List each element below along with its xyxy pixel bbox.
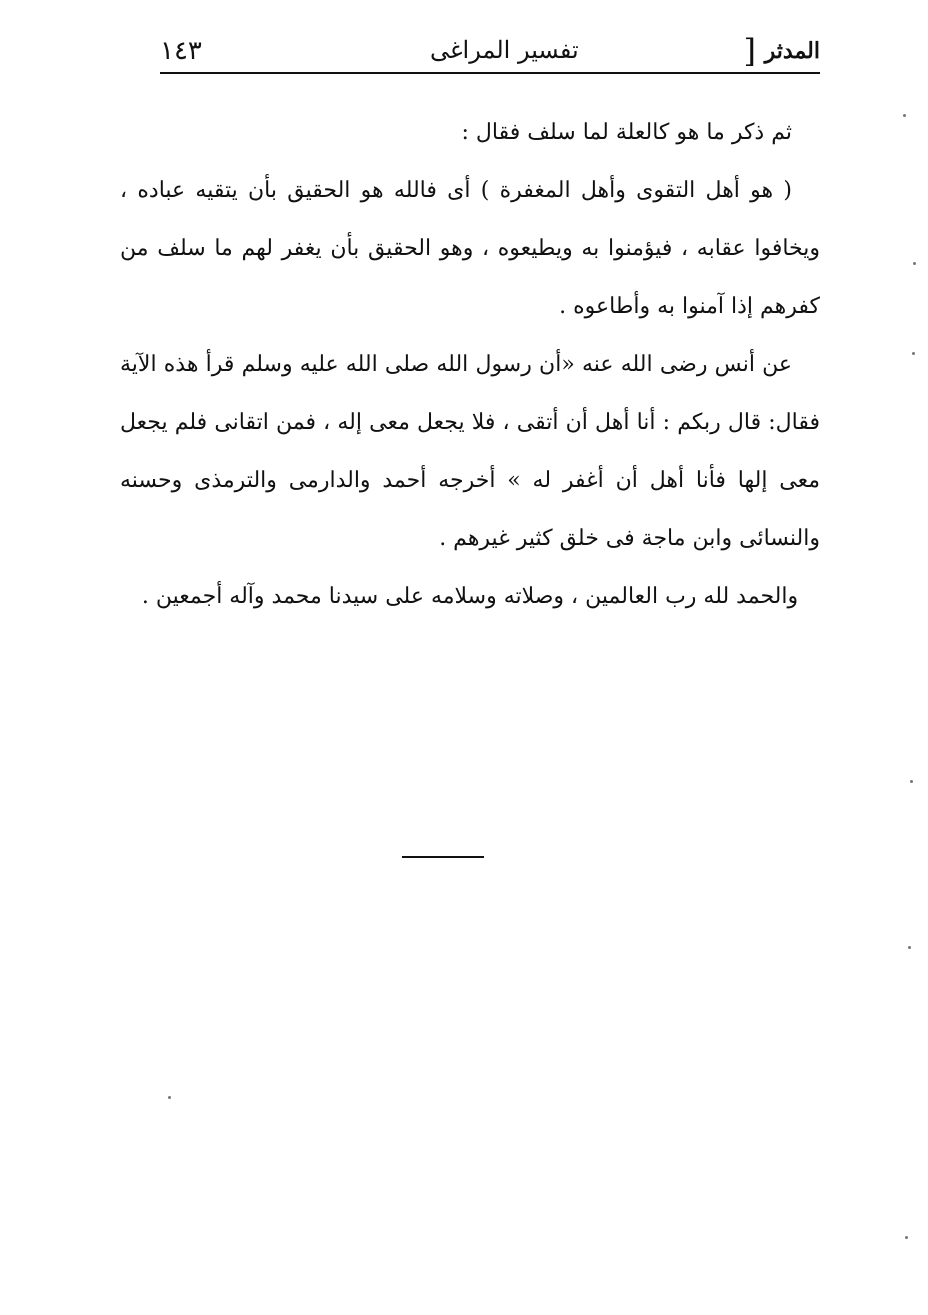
paragraph-verse-commentary: ( هو أهل التقوى وأهل المغفرة ) أى فالله هو الحقيق بأن يتقيه عباده ، ويخافوا عقابه ، فيؤمنوا به ويطيعوه ، وهو الحقيق بأن يغفر لهم ما سلف من كفرهم إذا آمنوا به وأطاعوه .: [120, 178, 820, 319]
body-text: [120, 104, 820, 626]
paragraph-intro: ثم ذكر ما هو كالعلة لما سلف فقال :: [461, 120, 792, 145]
scan-speck: [168, 1096, 171, 1099]
surah-name: المدثر: [764, 38, 820, 64]
scan-speck: [903, 114, 906, 117]
scan-speck: [908, 946, 911, 949]
scan-speck: [913, 262, 916, 265]
paragraph-closing-prayer: والحمد لله رب العالمين ، وصلاته وسلامه على سيدنا محمد وآله أجمعين .: [141, 584, 799, 609]
header-rule: [160, 72, 820, 74]
scan-speck: [910, 780, 913, 783]
scan-speck: [912, 352, 915, 355]
paragraph-hadith: عن أنس رضى الله عنه «أن رسول الله صلى الله عليه وسلم قرأ هذه الآية فقال: قال ربكم : أنا أهل أن أتقى ، فلا يجعل معى إله ، فمن اتقانى فلم يجعل معى إلها فأنا أهل أن أغفر له » أخرجه أحمد والدارمى والترمذى وحسنه والنسائى وابن ماجة فى خلق كثير غيرهم .: [120, 352, 820, 551]
running-title: تفسير المراغى: [430, 36, 579, 64]
scan-speck: [905, 1236, 908, 1239]
closing-rule: [402, 856, 484, 858]
page-header: [120, 28, 820, 74]
page-number: ١٤٣: [160, 36, 202, 66]
surah-bracket: ]: [743, 32, 756, 70]
